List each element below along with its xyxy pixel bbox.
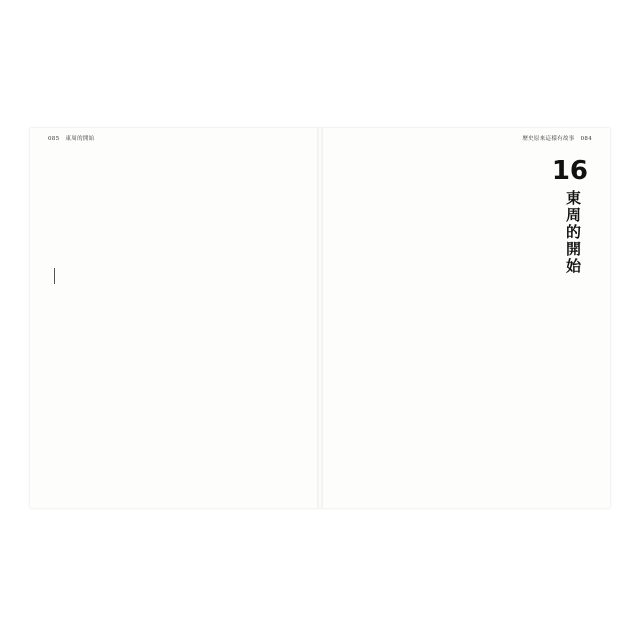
left-running-title: 東周的開始: [65, 136, 95, 142]
right-page: [320, 128, 610, 508]
footnote-rule: [54, 268, 55, 284]
right-page-number: 084: [580, 136, 592, 142]
chapter-number: 16: [551, 156, 588, 186]
right-body-text: [332, 150, 548, 490]
chapter-title: 東周的開始: [564, 190, 582, 275]
left-body-text: [70, 150, 304, 490]
left-page-header: [44, 134, 94, 142]
right-running-title: 歷史原來這樣有故事: [522, 136, 575, 142]
book-spread: [30, 128, 610, 508]
left-page-number: 085: [48, 136, 60, 142]
left-page: [30, 128, 320, 508]
right-page-header: [522, 134, 596, 142]
